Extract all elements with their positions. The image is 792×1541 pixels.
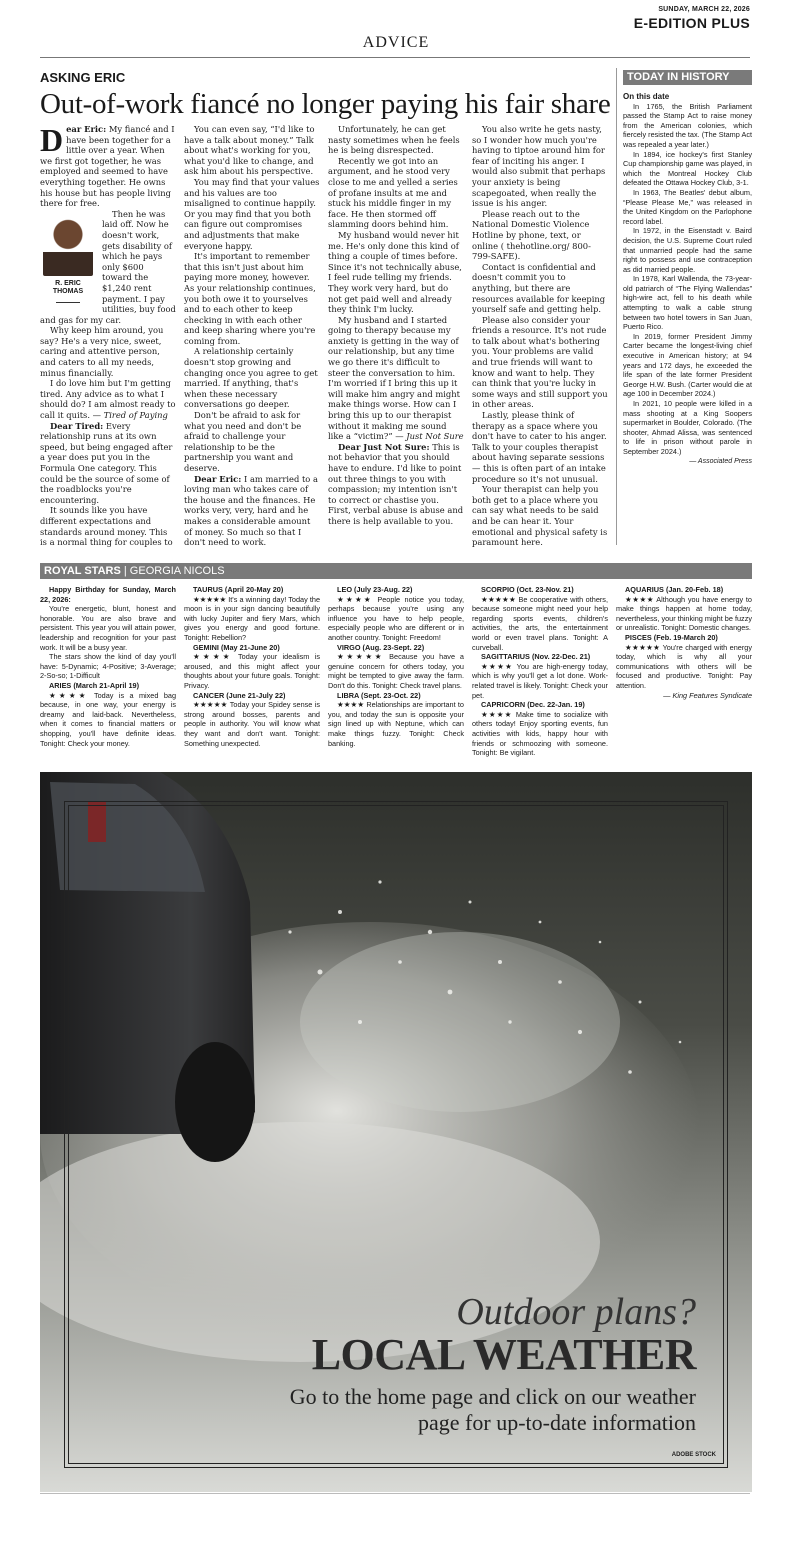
paragraph: Don't be afraid to ask for what you need and don't be afraid to challenge your relationship to be the partnership you want and deserve. bbox=[184, 410, 302, 473]
sign-text: ★★★★★ Today your Spidey sense is strong around bosses, parents and people in authority. You will know what they want and don't want. Tonight: Something unexpected. bbox=[184, 700, 320, 748]
paragraph: Your therapist can help you both get to a place where you can say what needs to be said and be can hear it. Your emotional and physical safety is paramount here. bbox=[472, 484, 608, 548]
sign-heading: ARIES (March 21-April 19) bbox=[49, 680, 140, 690]
ad-body: Go to the home page and click on our weather page for up-to-date information bbox=[289, 1384, 696, 1435]
paragraph: You can even say, “I'd like to have a talk about money.” Talk about what's working for you, what you'd like to change, and ask him about his perspective. bbox=[184, 124, 315, 177]
paragraph: I do love him but I'm getting tired. Any advice as to what I should do? I am almost ready to call it quits. — Tired of Paying bbox=[40, 378, 176, 421]
paragraph: You also write he gets nasty, so I wonder how much you're having to tiptoe around him for fear of inciting his anger. I would also submit that perhaps your anxiety is being scapegoated, when really the issue is his anger. bbox=[472, 124, 606, 209]
history-sidebar bbox=[623, 92, 752, 466]
history-item: In 2019, former President Jimmy Carter became the longest-living chief executive in American history; at 94 years and 172 days, he exceeded the life span of the late former President George H.W. Bush. (Carter would die at age 100 in December 2024.) bbox=[623, 331, 752, 399]
sign-text: ★★★★ Today your idealism is aroused, and this might affect your thoughts about your future goals. Tonight: Privacy. bbox=[184, 652, 320, 690]
sign-heading: CAPRICORN (Dec. 22-Jan. 19) bbox=[481, 700, 585, 710]
sign-heading: SAGITTARIUS (Nov. 22-Dec. 21) bbox=[481, 652, 591, 662]
sign-text: ★★★★ Make time to socialize with others today! Enjoy sporting events, fun activities with kids, happy hour with friends or schmoozing with someone. Tonight: Be vigilant. bbox=[472, 709, 608, 758]
columnist-name: R. ERIC THOMAS bbox=[52, 279, 84, 296]
paragraph: You're energetic, blunt, honest and honorable. You are also brave and persistent. This year you will attain power, leadership and recognition for your past work. It will be a busy year. bbox=[40, 604, 176, 652]
sign-text: ★★★★★ You're charged with energy today, which is why all your communications with others will be focused and productive. Tonight: Pay attention. bbox=[616, 642, 752, 690]
sign-text: ★★★★ People notice you today, perhaps because you're using any influence you have to help people, especially people who are different or in another country. Tonight: Freedom! bbox=[328, 594, 464, 642]
columnist-photo bbox=[40, 212, 96, 303]
sign-heading: LEO (July 23-Aug. 22) bbox=[337, 585, 413, 594]
history-subhead: On this date bbox=[623, 92, 670, 101]
history-item: In 1765, the British Parliament passed the Stamp Act to raise money from the American colonies, which fiercely resisted the tax. (The Stamp Act was repealed a year later.) bbox=[623, 101, 752, 149]
history-item: In 1963, The Beatles' debut album, “Please Please Me,” was released in the United Kingdom on the Parlophone record label. bbox=[623, 187, 752, 226]
sign-text: ★★★★ Relationships are important to you, and today the sun is opposite your sign lined up with Neptune, which can make things fuzzy. Tonight: Check banking. bbox=[328, 700, 464, 748]
article-column-1 bbox=[40, 124, 176, 549]
column-kicker: ASKING ERIC bbox=[40, 70, 126, 85]
sign-heading: VIRGO (Aug. 23-Sept. 22) bbox=[337, 642, 425, 652]
sign-text: ★★★★ Although you have energy to make things happen at home today, nevertheless, your thinking might be fuzzy or unrealistic. Tonight: Domestic changes. bbox=[616, 594, 752, 633]
horoscope-column-4 bbox=[472, 585, 608, 767]
sign-heading: GEMINI (May 21-June 20) bbox=[193, 642, 280, 652]
column-divider bbox=[616, 68, 617, 545]
paragraph: It sounds like you have different expectations and standards around money. This is a normal thing for couples to bbox=[40, 505, 173, 548]
horoscope-band: ROYAL STARS | GEORGIA NICOLS bbox=[40, 563, 752, 579]
edition-title: E-EDITION PLUS bbox=[633, 15, 750, 31]
horoscope-column-1 bbox=[40, 585, 176, 767]
ad-title[interactable]: LOCAL WEATHER bbox=[311, 1330, 696, 1379]
paragraph: The stars show the kind of day you'll have: 5-Dynamic; 4-Positive; 3-Average; 2-So-so; 1-Difficult bbox=[40, 652, 176, 681]
horoscope-column-2 bbox=[184, 585, 320, 767]
history-item: In 2021, 10 people were killed in a mass shooting at a King Soopers supermarket in Boulder, Colorado. (The shooter, Ahmad Alissa, was sentenced to life in prison without parole in September 2024.) bbox=[623, 399, 752, 456]
letter-salutation: ear Eric: bbox=[66, 124, 107, 134]
sign-text: ★★★★★ It's a winning day! Today the moon is in your sign dancing beautifully with lucky Jupiter and fiery Mars, which gives you energy and good fortune. Tonight: Rebellion? bbox=[184, 594, 320, 642]
horoscope-author: GEORGIA NICOLS bbox=[129, 565, 225, 577]
article-column-4 bbox=[472, 124, 608, 549]
letter-text: My fiancé and I have been together for a little over a year. When we first got together, he was employed and seemed to have everything together. He owns his house but has people living there for free. bbox=[40, 124, 175, 209]
history-item: In 1972, in the Eisenstadt v. Baird decision, the U.S. Supreme Court ruled that unmarried people had the same right to possess and use contraception as did married people. bbox=[623, 226, 752, 274]
divider bbox=[56, 302, 80, 303]
edition-date: SUNDAY, MARCH 22, 2026 bbox=[658, 6, 750, 13]
paragraph: Unfortunately, he can get nasty sometimes when he feels he is being disrespected. bbox=[328, 124, 460, 156]
ad-question: Outdoor plans? bbox=[456, 1291, 696, 1333]
sign-text: ★★★★ You are high-energy today, which is why you'll get a lot done. Work-related travel is likely. Tonight: Check your pet. bbox=[472, 661, 608, 700]
paragraph: Please also consider your friends a resource. It's not rude to talk about what's bothering you. Your problems are valid and true friends will want to know and want to help. They can think that you're lucky in some ways and still support you in other areas. bbox=[472, 314, 608, 410]
paragraph: Lastly, please think of therapy as a space where you don't have to cater to his anger. Talk to your couples therapist about having separate sessions — this is often part of an intake procedure so it's not unusual. bbox=[472, 410, 607, 484]
avatar bbox=[43, 212, 93, 276]
sign-heading: TAURUS (April 20-May 20) bbox=[193, 585, 284, 594]
paragraph: My husband and I started going to therapy because my anxiety is getting in the way of our relationship, but any time we go there it's difficult to steer the conversation to him. I'm worried if I bring this up it will make him angry and might make things worse. How can I bring this up to our therapist without it making me sound like a “victim?” — Just Not Sure bbox=[328, 314, 464, 442]
horoscope-title: ROYAL STARS bbox=[44, 565, 121, 577]
photo-credit: ADOBE STOCK bbox=[671, 1452, 716, 1458]
paragraph: A relationship certainly doesn't stop growing and changing once you agree to get married. If anything, that's when these necessary conversations go deeper. bbox=[184, 346, 318, 410]
section-title: ADVICE bbox=[362, 34, 430, 51]
birthday-line: Happy Birthday for Sunday, March 22, 2026: bbox=[40, 585, 176, 604]
paragraph: Then he was laid off. Now he doesn't work, gets disability of which he pays only $600 toward the $1,240 rent payment. I pay utilities, buy food and gas for my car. bbox=[40, 208, 176, 325]
drop-cap: D bbox=[40, 124, 64, 158]
article-column-2 bbox=[184, 124, 320, 549]
letter-signature: Just Not Sure bbox=[406, 431, 464, 442]
paragraph: Contact is confidential and doesn't commit you to anything, but there are resources available for keeping yourself safe and getting help. bbox=[472, 261, 606, 315]
paragraph: It's important to remember that this isn't just about him paying more money, however. As your relationship continues, you both owe it to yourselves and to each other to keep checking in with each other and keep sharing where you're coming from. bbox=[184, 251, 316, 346]
header-rule bbox=[40, 57, 750, 58]
paragraph: Dear Tired: Every relationship runs at its own speed, but being engaged after a year does put you in the Formula One category. This could be the source of some of the roadblocks you're encountering. bbox=[40, 420, 173, 505]
sign-heading: LIBRA (Sept. 23-Oct. 22) bbox=[337, 690, 421, 700]
history-item: In 1978, Karl Wallenda, the 73-year-old patriarch of “The Flying Wallendas” high-wire act, fell to his death while attempting to walk a cable strung between two hotel towers in San Juan, Puerto Rico. bbox=[623, 274, 752, 332]
paragraph: Dear Just Not Sure: This is not behavior that you should have to endure. I'd like to point out three things to you with compassion; my intention isn't to correct or chastise you. First, verbal abuse is abuse and there is help available to you. bbox=[328, 441, 464, 526]
paragraph: My husband would never hit me. He's only done this kind of thing a couple of times before. Since it's not technically abuse, I feel rude telling my friends. They work very hard, but do not get paid well and already they think I'm lucky. bbox=[328, 229, 462, 315]
letter-signature: Tired of Paying bbox=[103, 410, 168, 421]
paragraph: Dear Eric: I am married to a loving man who takes care of the house and the finances. He works very, very, hard and he makes a considerable amount of money. So much so that I don't need to work. bbox=[184, 473, 318, 548]
article-column-3 bbox=[328, 124, 464, 549]
sign-heading: PISCES (Feb. 19-March 20) bbox=[625, 632, 718, 642]
horoscope-column-5 bbox=[616, 585, 752, 767]
history-credit: — Associated Press bbox=[689, 457, 752, 465]
sign-text: ★★★★★ Because you have a genuine concern for others today, you might be tempted to give away the farm. Don't do this. Tonight: Check travel plans. bbox=[328, 652, 464, 690]
sign-heading: SCORPIO (Oct. 23-Nov. 21) bbox=[481, 585, 574, 594]
paragraph: Please reach out to the National Domestic Violence Hotline by phone, text, or online ( thehotline.org/ 800-799-SAFE). bbox=[472, 208, 591, 262]
sign-text: ★★★★ Today is a mixed bag because, in one way, your energy is dreamy and laid-back. Nevertheless, when it comes to financial matters or shopping, you'll have definite ideas. Tonight: Check your money. bbox=[40, 690, 176, 748]
paragraph: Why keep him around, you say? He's a very nice, sweet, caring and attentive person, and caters to all my needs, minus financially. bbox=[40, 325, 164, 378]
history-heading: TODAY IN HISTORY bbox=[623, 70, 752, 85]
footer-rule bbox=[40, 1493, 750, 1494]
paragraph: Recently we got into an argument, and he stood very close to me and yelled a series of profane insults at me and stuck his middle finger in my face. He then stormed off slamming doors behind him. bbox=[328, 155, 458, 230]
history-item: In 1894, ice hockey's first Stanley Cup championship game was played, in which the Montreal Hockey Club defeated the Ottawa Hockey Club, 3-1. bbox=[623, 149, 752, 188]
article-headline: Out-of-work fiancé no longer paying his fair share bbox=[40, 88, 611, 120]
sign-heading: CANCER (June 21-July 22) bbox=[193, 690, 286, 700]
horoscope-credit: — King Features Syndicate bbox=[663, 690, 752, 700]
sign-heading: AQUARIUS (Jan. 20-Feb. 18) bbox=[625, 585, 724, 594]
sign-text: ★★★★★ Be cooperative with others, because someone might need your help regarding sports events, children's activities, the arts, the entertainment world or even travel plans. Tonight: A curveball. bbox=[472, 594, 608, 652]
paragraph: You may find that your values and his values are too misaligned to continue happily. Or you may find that you both can figure out compromises and adjustments that make everyone happy. bbox=[184, 176, 320, 251]
horoscope-column-3 bbox=[328, 585, 464, 767]
